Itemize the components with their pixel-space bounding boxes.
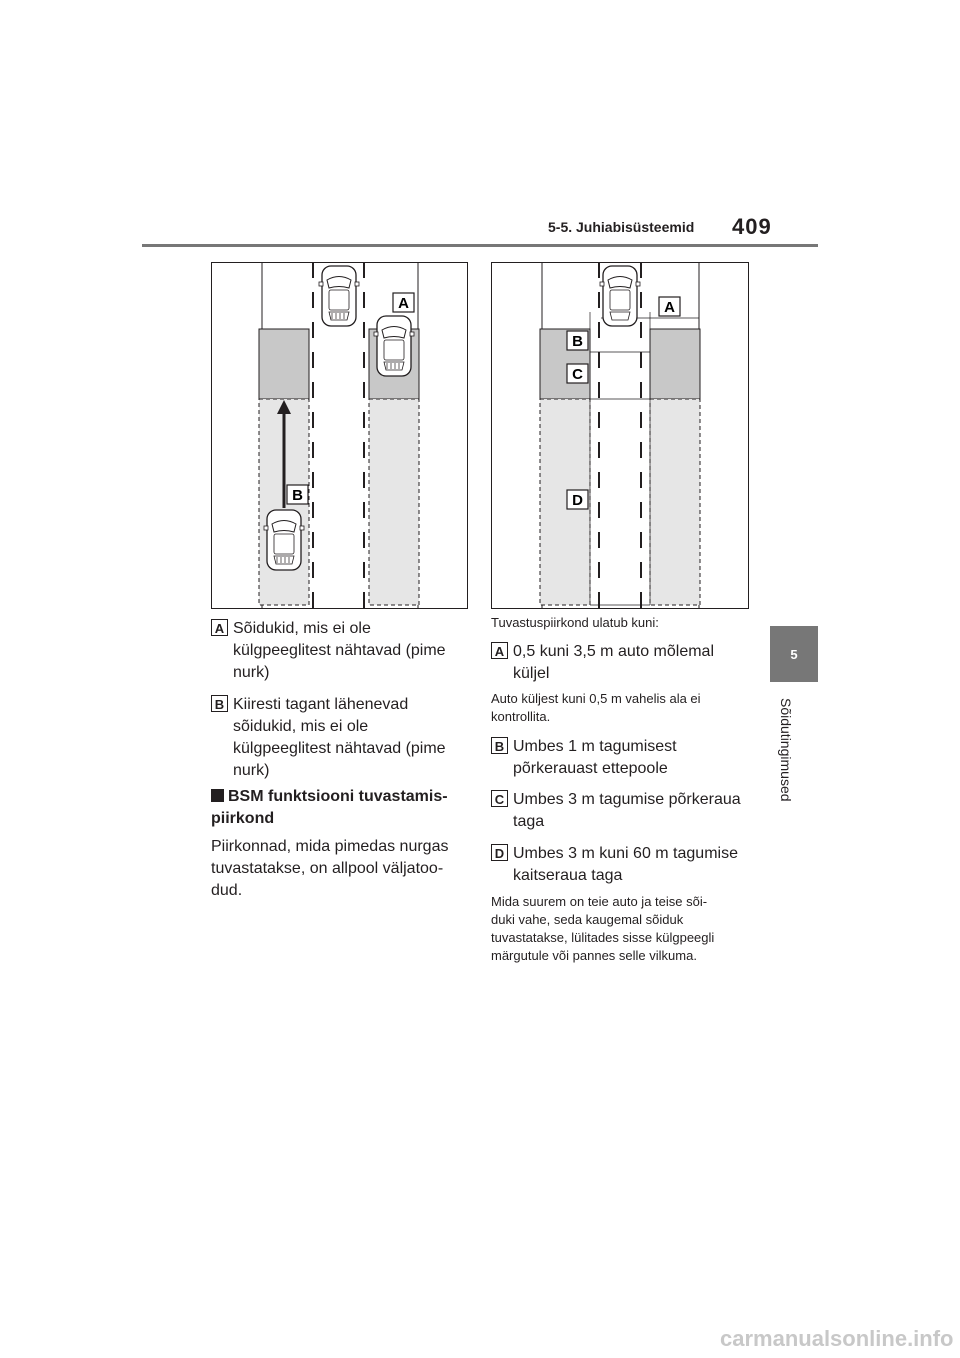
- figure-left-label-b: B: [292, 487, 303, 504]
- figure-right-label-c: C: [572, 366, 583, 383]
- chapter-tab: [770, 626, 818, 682]
- range-item-d: [491, 843, 756, 887]
- intro-text: Tuvastuspiirkond ulatub kuni:: [491, 615, 659, 630]
- bullet-square-icon: [211, 789, 224, 802]
- section-heading: [211, 786, 448, 830]
- figure-right-label-d: D: [572, 492, 583, 509]
- chapter-number: 5: [790, 646, 798, 662]
- range-item-a: [491, 641, 756, 685]
- range-text-d: Umbes 3 m kuni 60 m tagumise kaitseraua taga: [513, 845, 738, 884]
- note-a: Auto küljest kuni 0,5 m vahelis ala ei kontrollita.: [491, 691, 701, 724]
- figure-right-label-a: A: [664, 299, 675, 316]
- body-paragraph: Piirkonnad, mida pimedas nurgas tuvastatakse, on allpool väljatoo- dud.: [211, 838, 449, 899]
- range-item-c: [491, 789, 756, 833]
- legend-text-b: Kiiresti tagant lähenevad sõidukid, mis ei ole külgpeeglitest nähtavad (pime nurk): [233, 696, 446, 779]
- figure-right-label-b: B: [572, 333, 583, 350]
- page-number: 409: [732, 214, 772, 239]
- heading-text: BSM funktsiooni tuvastamis- piirkond: [211, 788, 448, 827]
- blind-spot-figure: [211, 262, 468, 609]
- detection-area-figure: [491, 262, 749, 609]
- watermark: carmanualsonline.info: [720, 1326, 954, 1351]
- range-text-c: Umbes 3 m tagumise põrkeraua taga: [513, 791, 741, 830]
- header-divider: [142, 244, 818, 247]
- key-b-right: B: [491, 737, 508, 754]
- key-b: B: [211, 695, 228, 712]
- key-a: A: [211, 619, 228, 636]
- legend-item-b: [211, 694, 466, 782]
- range-text-b: Umbes 1 m tagumisest põrkerauast ettepoole: [513, 738, 677, 777]
- key-d-right: D: [491, 844, 508, 861]
- key-a-right: A: [491, 642, 508, 659]
- key-c-right: C: [491, 790, 508, 807]
- legend-item-a: [211, 618, 466, 684]
- note-d: Mida suurem on teie auto ja teise sõi- duki vahe, seda kaugemal sõiduk tuvastatakse, lülitades sisse külgpeegli märgutule või pannes selle vilkuma.: [491, 894, 715, 963]
- figure-left-label-a: A: [398, 295, 409, 312]
- chapter-label: Sõidutingimused: [778, 698, 794, 802]
- range-text-a: 0,5 kuni 3,5 m auto mõlemal küljel: [513, 643, 714, 682]
- range-item-b: [491, 736, 756, 780]
- section-title: 5-5. Juhiabisüsteemid: [548, 219, 695, 235]
- legend-text-a: Sõidukid, mis ei ole külgpeeglitest nähtavad (pime nurk): [233, 620, 446, 681]
